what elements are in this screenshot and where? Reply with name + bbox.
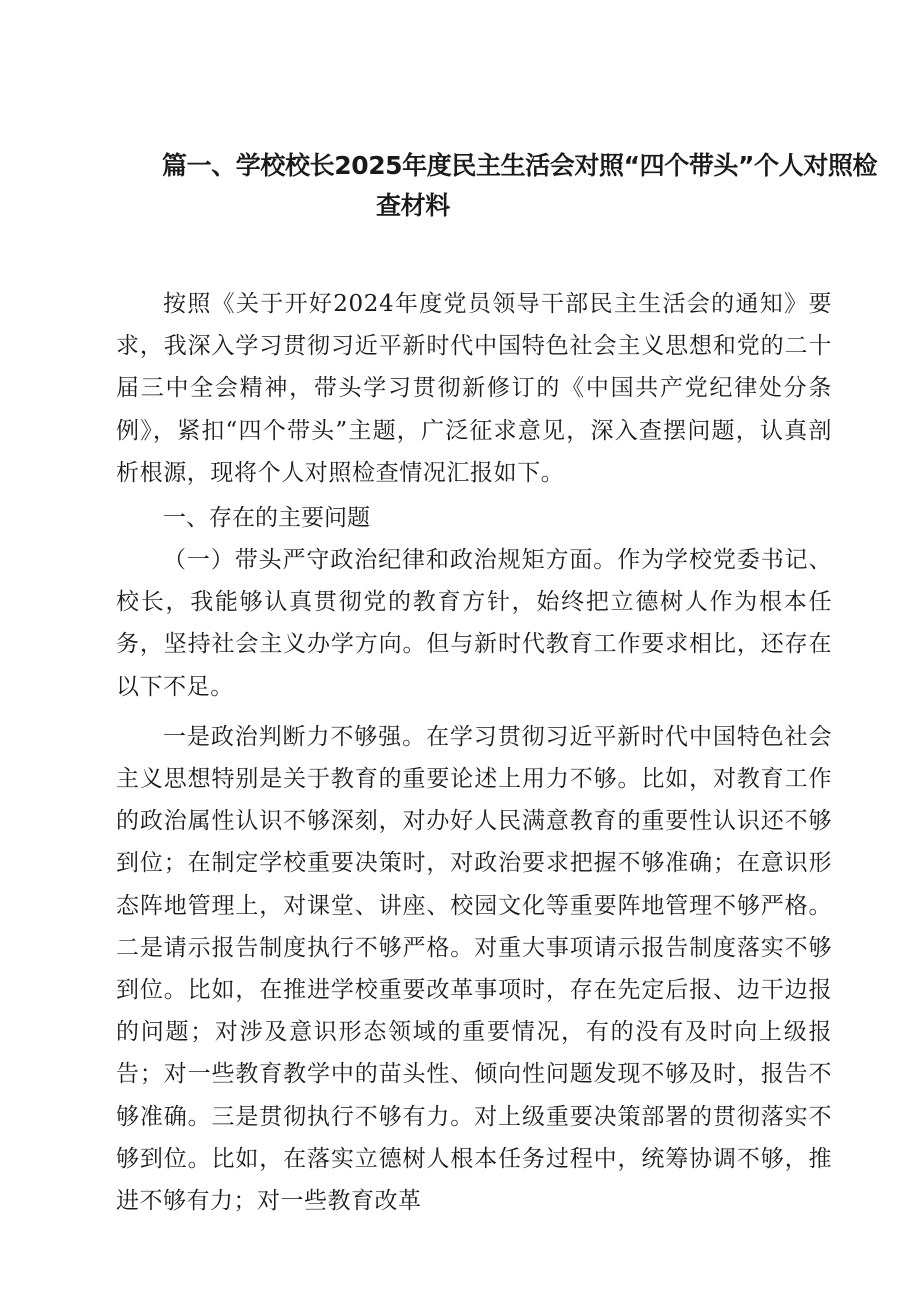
- title-line-1: 篇一、学校校长2025年度民主生活会对照“四个带头”个人对照检: [162, 151, 878, 180]
- problems-paragraph: 一是政治判断力不够强。在学习贯彻习近平新时代中国特色社会主义思想特别是关于教育的重要论述上用力不够。比如，对教育工作的政治属性认识不够深刻，对办好人民满意教育的重要性认识还不够到位；在制定学校重要决策时，对政治要求把握不够准确；在意识形态阵地管理上，对课堂、讲座、校园文化等重要阵地管理不够严格。二是请示报告制度执行不够严格。对重大事项请示报告制度落实不够到位。比如，在推进学校重要改革事项时，存在先定后报、边干边报的问题；对涉及意识形态领域的重要情况，有的没有及时向上级报告；对一些教育教学中的苗头性、倾向性问题发现不够及时，报告不够准确。三是贯彻执行不够有力。对上级重要决策部署的贯彻落实不够到位。比如，在落实立德树人根本任务过程中，统筹协调不够，推进不够有力；对一些教育改革: [116, 723, 832, 1215]
- document-body: [116, 283, 832, 1222]
- title-line-2: 查材料: [376, 191, 450, 220]
- section-heading-problems: 一、存在的主要问题: [163, 505, 370, 532]
- subsection-paragraph: （一）带头严守政治纪律和政治规矩方面。作为学校党委书记、校长，我能够认真贯彻党的教育方针，始终把立德树人作为根本任务，坚持社会主义办学方向。但与新时代教育工作要求相比，还存在以下不足。: [116, 547, 832, 700]
- document-title: [162, 146, 878, 226]
- intro-paragraph: 按照《关于开好2024年度党员领导干部民主生活会的通知》要求，我深入学习贯彻习近平新时代中国特色社会主义思想和党的二十届三中全会精神，带头学习贯彻新修订的《中国共产党纪律处分条例》，紧扣“四个带头”主题，广泛征求意见，深入查摆问题，认真剖析根源，现将个人对照检查情况汇报如下。: [116, 291, 832, 486]
